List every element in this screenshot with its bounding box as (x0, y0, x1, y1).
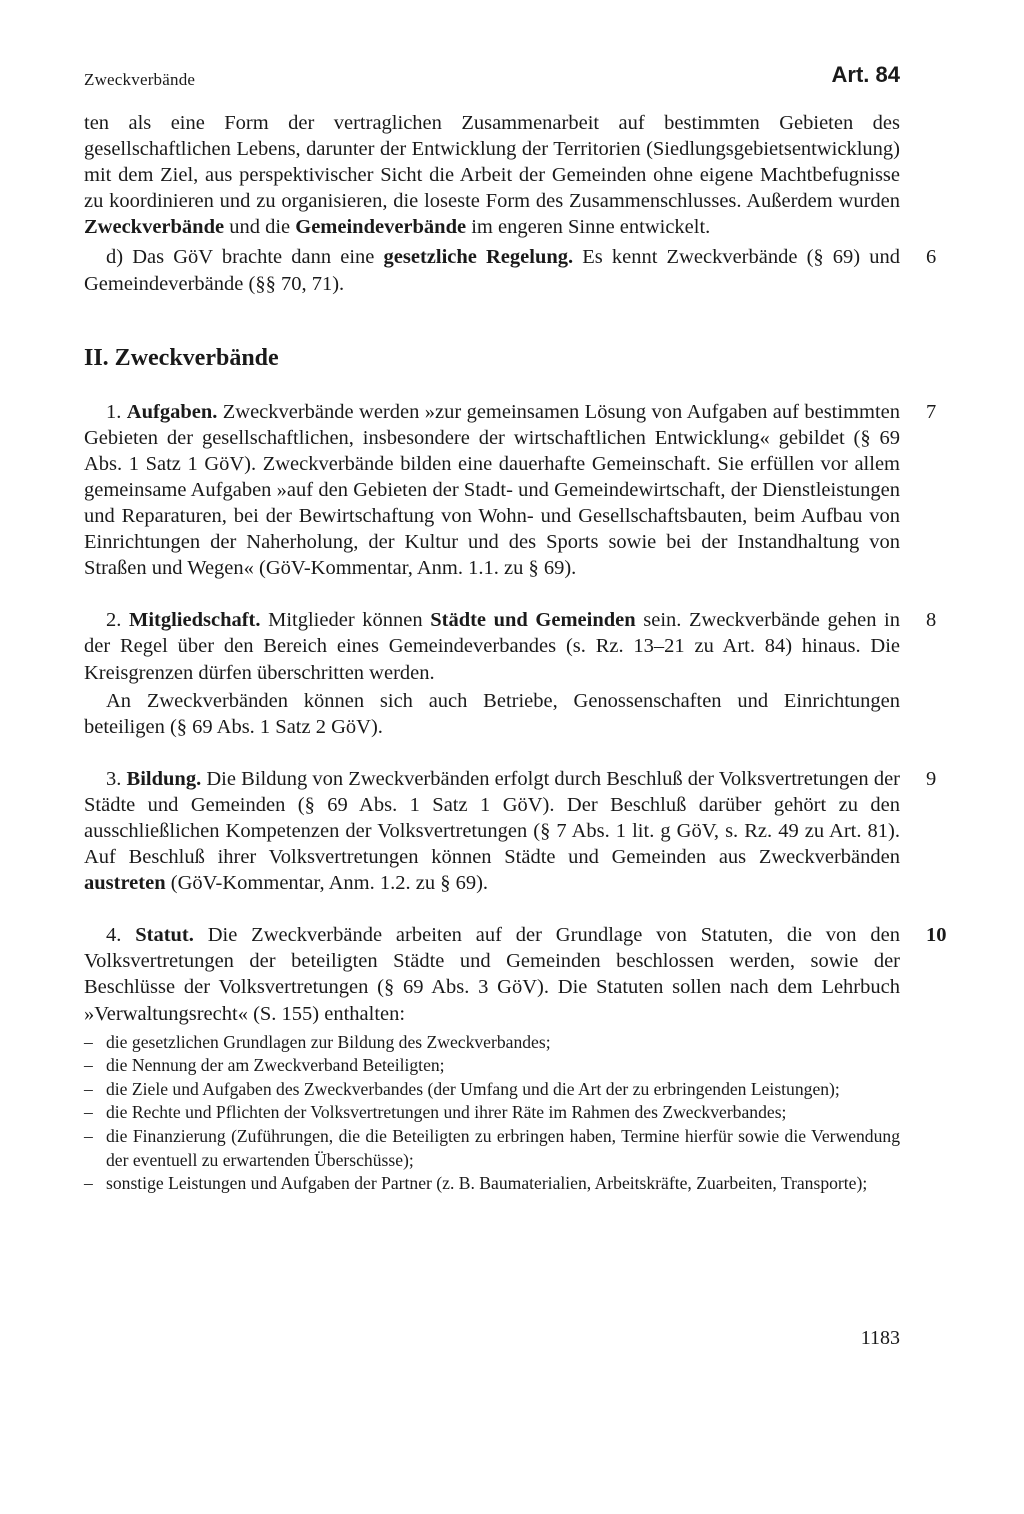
statute-contents-list (84, 1031, 900, 1196)
article-number: Art. 84 (831, 62, 900, 87)
bold-term: Mitgliedschaft. (128, 609, 261, 632)
text-run: 2. (106, 609, 129, 632)
text-run: 3. (106, 767, 127, 790)
text-run: Zweckverbände werden »zur gemeinsamen Lösung von Aufgaben auf bestimmten Gebieten der gesellschaftlichen, insbesondere der wirtschaftlichen Entwicklung« gebildet (§ 69 Abs. 1 Satz 1 GöV). Zweckverbände bilden eine dauerhafte Gemeinschaft. Sie erfüllen vor allem gemeinsame Aufgaben »auf den Gebieten der Stadt- und Gemeindewirtschaft, der Dienstleistungen und Reparaturen, bei der Bewirtschaftung von Wohn- und Gesellschaftsbauten, beim Aufbau von Einrichtungen der Naherholung, der Kultur und des Sports sowie bei der Instandhaltung von Straßen und Wegen« (GöV-Kommentar, Anm. 1.1. zu § 69). (84, 400, 901, 580)
intro-block-2 (84, 244, 937, 296)
list-item (84, 1172, 900, 1196)
list-item-text: die Finanzierung (Zuführungen, die die Beteiligten zu erbringen haben, Termine hierfür sowie die Verwendung der eventuell zu erwartenden Überschüsse); (106, 1126, 900, 1170)
bold-term: Aufgaben. (126, 400, 218, 423)
running-head (84, 62, 900, 92)
section-heading: II. Zweckverbände (84, 344, 279, 371)
bold-term: Städte und Gemeinden (430, 609, 636, 632)
dash-marker: – (84, 1173, 93, 1194)
text-run: Es kennt Zweckverbände (§ 69) und Gemeindeverbände (§§ 70, 71). (84, 246, 900, 295)
bold-term: Statut. (135, 924, 194, 947)
paragraph-mitgliedschaft (84, 607, 937, 739)
paragraph-text (84, 766, 900, 896)
text-run: ten als eine Form der vertraglichen Zusammenarbeit auf bestimmten Gebieten des gesellschaftlichen Lebens, darunter der Entwicklung der Territorien (Siedlungsgebietsentwicklung) mit dem Ziel, aus perspektivischer Sicht die Arbeit der Gemeinden ohne eigene Machtbefugnisse zu koordinieren und zu organisieren, die loseste Form des Zusammenschlusses. Außerdem wurden (84, 112, 900, 213)
bold-term: gesetzliche Regelung. (383, 246, 574, 269)
page-number: 1183 (860, 1327, 900, 1349)
paragraph-bildung (84, 766, 937, 896)
paragraph-aufgaben (84, 399, 937, 582)
list-item (84, 1078, 900, 1102)
list-item-text: die Ziele und Aufgaben des Zweckverbandes (der Umfang und die Art der zu erbringenden Leistungen); (106, 1078, 840, 1099)
bold-term: austreten (84, 872, 166, 895)
margin-number: 8 (926, 609, 937, 632)
text-run: (GöV-Kommentar, Anm. 1.2. zu § 69). (165, 872, 489, 895)
bold-term: Bildung. (126, 767, 202, 790)
paragraph-text (84, 607, 900, 685)
text-run: d) Das GöV brachte dann eine (106, 246, 384, 269)
paragraph-text (84, 922, 900, 1026)
page-content (84, 110, 947, 1196)
text-run: sein. Zweckverbände gehen in der Regel über den Bereich eines Gemeindeverbandes (s. Rz. 13–21 zu Art. 84) hinaus. Die Kreisgrenzen dürfen überschritten werden. (84, 609, 901, 684)
text-run: Die Zweckverbände arbeiten auf der Grundlage von Statuten, die von den Volksvertretungen der beteiligten Städte und Gemeinden beschlossen werden, sowie der Beschlüsse der Volksvertretungen (§ 69 Abs. 3 GöV). Die Statuten sollen nach dem Lehrbuch »Verwaltungsrecht« (S. 155) enthalten: (84, 924, 900, 1025)
paragraph-text (84, 399, 900, 582)
text-run: Mitglieder können (260, 609, 431, 632)
margin-number: 9 (926, 767, 937, 790)
dash-marker: – (84, 1078, 93, 1099)
intro-block (84, 110, 900, 240)
dash-marker: – (84, 1126, 93, 1146)
margin-number: 10 (926, 924, 947, 947)
text-run: Die Bildung von Zweckverbänden erfolgt durch Beschluß der Volksvertretungen der Städte und Gemeinden (§ 69 Abs. 1 Satz 1 GöV). Der Beschluß darüber gehört zu den ausschließlichen Kompetenzen der Volksvertretungen (§ 7 Abs. 1 lit. g GöV, s. Rz. 49 zu Art. 81). Auf Beschluß ihrer Volksvertretungen können Städte und Gemeinden aus Zweckverbänden (84, 767, 900, 869)
text-run: und die (224, 216, 296, 239)
paragraph-statut (84, 922, 947, 1026)
running-title: Zweckverbände (84, 70, 196, 89)
bold-term: Gemeindeverbände (295, 216, 467, 239)
text-run: im engeren Sinne entwickelt. (466, 216, 711, 239)
margin-number: 6 (926, 246, 937, 269)
text-run: 1. (106, 400, 127, 423)
list-item (84, 1054, 900, 1078)
dash-marker: – (84, 1102, 93, 1123)
list-item (84, 1101, 900, 1125)
list-item (84, 1031, 900, 1055)
list-item-text: die Rechte und Pflichten der Volksvertretungen und ihrer Räte im Rahmen des Zweckverbandes; (106, 1102, 787, 1123)
bold-term: Zweckverbände (84, 216, 225, 239)
paragraph-follow-text: An Zweckverbänden können sich auch Betriebe, Genossenschaften und Einrichtungen beteiligen (§ 69 Abs. 1 Satz 2 GöV). (84, 689, 900, 738)
list-item-text: sonstige Leistungen und Aufgaben der Partner (z. B. Baumaterialien, Arbeitskräfte, Zuarbeiten, Transporte); (106, 1173, 868, 1194)
list-item-text: die Nennung der am Zweckverband Beteiligten; (106, 1055, 445, 1076)
intro-paragraph-2 (84, 244, 900, 296)
margin-number: 7 (926, 400, 937, 423)
dash-marker: – (84, 1031, 93, 1052)
intro-paragraph-1 (84, 110, 900, 240)
dash-marker: – (84, 1055, 93, 1076)
list-item (84, 1125, 900, 1172)
list-item-text: die gesetzlichen Grundlagen zur Bildung des Zweckverbandes; (106, 1031, 551, 1052)
text-run: 4. (106, 924, 136, 947)
